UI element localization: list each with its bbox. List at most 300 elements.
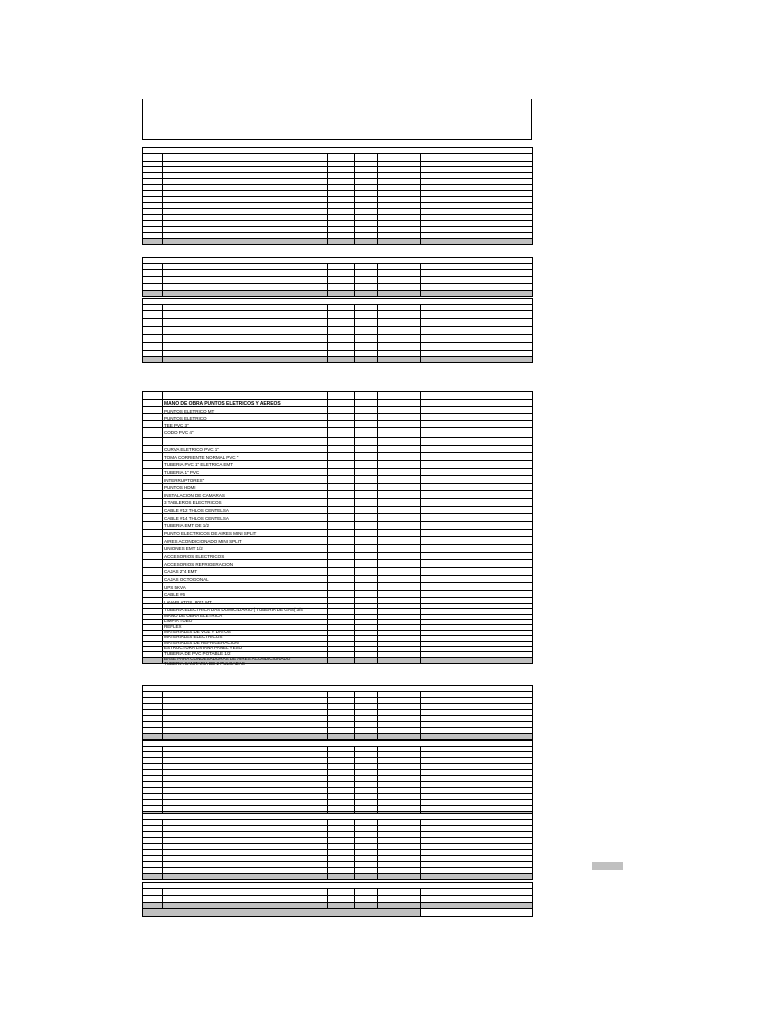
price-cell bbox=[378, 392, 421, 399]
price-cell bbox=[378, 197, 421, 202]
budget-table-2 bbox=[142, 257, 533, 297]
description-cell bbox=[163, 838, 328, 843]
price-cell bbox=[378, 576, 421, 583]
price-cell bbox=[378, 868, 421, 873]
price-cell bbox=[378, 357, 421, 362]
table-row bbox=[143, 583, 532, 598]
total-cell bbox=[421, 832, 532, 837]
item-cell bbox=[143, 209, 163, 214]
total-cell bbox=[421, 764, 532, 769]
total-cell bbox=[421, 221, 532, 226]
description-cell bbox=[163, 499, 328, 514]
unit-cell bbox=[328, 291, 355, 296]
description-cell bbox=[163, 319, 328, 326]
total-cell bbox=[421, 357, 532, 362]
price-cell bbox=[378, 507, 421, 514]
qty-cell bbox=[355, 264, 378, 269]
unit-cell bbox=[328, 476, 355, 483]
price-cell bbox=[378, 233, 421, 238]
unit-cell bbox=[328, 327, 355, 334]
item-cell bbox=[143, 407, 163, 413]
item-description: PUNTOS ELETRICO bbox=[164, 416, 207, 421]
header-cell bbox=[143, 814, 532, 819]
total-cell bbox=[421, 446, 532, 453]
price-cell bbox=[378, 747, 421, 751]
item-cell bbox=[143, 197, 163, 202]
unit-cell bbox=[328, 461, 355, 468]
item-cell bbox=[143, 896, 163, 902]
total-cell bbox=[421, 652, 532, 656]
total-cell bbox=[421, 631, 532, 635]
price-cell bbox=[378, 209, 421, 214]
qty-cell bbox=[355, 537, 378, 544]
price-cell bbox=[378, 850, 421, 855]
qty-cell bbox=[355, 728, 378, 733]
description-cell bbox=[163, 896, 328, 902]
unit-cell bbox=[328, 856, 355, 861]
qty-cell bbox=[355, 716, 378, 721]
item-cell bbox=[143, 154, 163, 161]
table-row bbox=[143, 421, 532, 435]
unit-cell bbox=[328, 319, 355, 326]
item-cell bbox=[143, 625, 163, 629]
unit-cell bbox=[328, 215, 355, 220]
item-cell bbox=[143, 203, 163, 208]
item-cell bbox=[143, 264, 163, 269]
unit-cell bbox=[328, 530, 355, 537]
description-cell bbox=[163, 476, 328, 491]
total-cell bbox=[421, 770, 532, 775]
gray-marker bbox=[592, 862, 623, 870]
qty-cell bbox=[355, 788, 378, 793]
total-cell bbox=[421, 658, 532, 663]
item-description: PUNTOS HDMI bbox=[164, 485, 196, 491]
description-cell bbox=[163, 545, 328, 559]
unit-cell bbox=[328, 692, 355, 697]
price-cell bbox=[378, 407, 421, 413]
item-cell bbox=[143, 291, 163, 296]
table-row bbox=[143, 327, 532, 335]
unit-cell bbox=[328, 642, 355, 646]
item-description: TUBERIA ELECTRICA DAS DOMICILIARIO ( TUBERIA DE GAS( 3/4" bbox=[164, 607, 305, 613]
description-cell bbox=[163, 233, 328, 238]
total-cell bbox=[421, 491, 532, 498]
item-cell bbox=[143, 658, 163, 663]
description-cell bbox=[163, 335, 328, 342]
item-description: AIRES ACONDICIONADO MINI SPLIT bbox=[164, 538, 242, 544]
total-cell bbox=[421, 806, 532, 811]
total-cell bbox=[421, 233, 532, 238]
unit-cell bbox=[328, 270, 355, 276]
price-cell bbox=[378, 270, 421, 276]
unit-cell bbox=[328, 844, 355, 849]
unit-cell bbox=[328, 239, 355, 244]
price-cell bbox=[378, 647, 421, 651]
item-cell bbox=[143, 856, 163, 861]
price-cell bbox=[378, 351, 421, 356]
item-cell bbox=[143, 239, 163, 244]
item-cell bbox=[143, 514, 163, 521]
total-row bbox=[143, 874, 532, 879]
item-description: 3 TABLEROS ELECTRICOS bbox=[164, 500, 222, 506]
qty-cell bbox=[355, 591, 378, 598]
qty-cell bbox=[355, 710, 378, 715]
total-cell bbox=[421, 428, 532, 437]
unit-cell bbox=[328, 770, 355, 775]
item-cell bbox=[143, 647, 163, 651]
budget-table-1 bbox=[142, 147, 533, 245]
price-cell bbox=[378, 461, 421, 468]
unit-cell bbox=[328, 636, 355, 640]
price-cell bbox=[378, 844, 421, 849]
qty-cell bbox=[355, 820, 378, 825]
total-cell bbox=[421, 476, 532, 483]
item-cell bbox=[143, 642, 163, 646]
price-cell bbox=[378, 191, 421, 196]
item-cell bbox=[143, 609, 163, 613]
unit-cell bbox=[328, 203, 355, 208]
unit-cell bbox=[328, 446, 355, 453]
total-cell bbox=[421, 327, 532, 334]
item-cell bbox=[143, 319, 163, 326]
item-description: CURVA ELETRICO PVC 1" bbox=[164, 447, 219, 452]
qty-cell bbox=[355, 335, 378, 342]
unit-cell bbox=[328, 832, 355, 837]
description-cell bbox=[163, 154, 328, 161]
qty-cell bbox=[355, 438, 378, 445]
price-cell bbox=[378, 642, 421, 646]
total-row bbox=[143, 655, 532, 663]
description-cell bbox=[163, 758, 328, 763]
unit-cell bbox=[328, 392, 355, 399]
price-cell bbox=[378, 400, 421, 406]
item-cell bbox=[143, 185, 163, 190]
qty-cell bbox=[355, 806, 378, 811]
total-cell bbox=[421, 499, 532, 506]
table-row bbox=[143, 154, 532, 162]
item-cell bbox=[143, 710, 163, 715]
qty-cell bbox=[355, 421, 378, 427]
item-cell bbox=[143, 277, 163, 283]
item-cell bbox=[143, 335, 163, 342]
item-cell bbox=[143, 221, 163, 226]
section-title: MANO DE OBRA PUNTOS ELETRICOS Y AEREOS bbox=[164, 401, 281, 407]
unit-cell bbox=[328, 167, 355, 172]
description-cell bbox=[163, 357, 328, 362]
qty-cell bbox=[355, 642, 378, 646]
description-cell bbox=[163, 191, 328, 196]
qty-cell bbox=[355, 530, 378, 537]
unit-cell bbox=[328, 820, 355, 825]
total-cell bbox=[421, 305, 532, 310]
item-description: BASE PARA CONDESADORAS DE AIRES ACONDICIONADO bbox=[164, 655, 291, 661]
table-row bbox=[143, 438, 532, 452]
qty-cell bbox=[355, 227, 378, 232]
total-cell bbox=[421, 636, 532, 640]
qty-cell bbox=[355, 305, 378, 310]
description-cell bbox=[163, 428, 328, 437]
item-cell bbox=[143, 620, 163, 624]
item-cell bbox=[143, 598, 163, 602]
price-cell bbox=[378, 421, 421, 427]
table-row bbox=[143, 392, 532, 407]
grand-total-value-cell bbox=[421, 909, 532, 916]
table-row bbox=[143, 400, 532, 414]
unit-cell bbox=[328, 209, 355, 214]
table-row bbox=[143, 446, 532, 460]
item-description: CABLE #12 THLOS CENTELSA bbox=[164, 508, 229, 514]
total-cell bbox=[421, 850, 532, 855]
price-cell bbox=[378, 820, 421, 825]
price-cell bbox=[378, 327, 421, 334]
total-cell bbox=[421, 604, 532, 608]
qty-cell bbox=[355, 758, 378, 763]
total-cell bbox=[421, 514, 532, 521]
price-cell bbox=[378, 530, 421, 537]
total-cell bbox=[421, 484, 532, 491]
unit-cell bbox=[328, 507, 355, 514]
price-cell bbox=[378, 722, 421, 727]
price-cell bbox=[378, 438, 421, 445]
total-cell bbox=[421, 179, 532, 184]
item-cell bbox=[143, 889, 163, 895]
total-cell bbox=[421, 896, 532, 902]
description-cell bbox=[163, 227, 328, 232]
description-cell bbox=[163, 291, 328, 296]
unit-cell bbox=[328, 311, 355, 318]
total-cell bbox=[421, 421, 532, 427]
unit-cell bbox=[328, 438, 355, 445]
description-cell bbox=[163, 862, 328, 867]
qty-cell bbox=[355, 400, 378, 406]
unit-cell bbox=[328, 704, 355, 709]
item-cell bbox=[143, 747, 163, 751]
unit-cell bbox=[328, 862, 355, 867]
qty-cell bbox=[355, 514, 378, 521]
item-cell bbox=[143, 692, 163, 697]
unit-cell bbox=[328, 788, 355, 793]
qty-cell bbox=[355, 203, 378, 208]
budget-table-6 bbox=[142, 740, 533, 818]
total-cell bbox=[421, 734, 532, 739]
qty-cell bbox=[355, 764, 378, 769]
total-cell bbox=[421, 776, 532, 781]
unit-cell bbox=[328, 154, 355, 161]
unit-cell bbox=[328, 800, 355, 805]
qty-cell bbox=[355, 484, 378, 491]
item-cell bbox=[143, 233, 163, 238]
item-cell bbox=[143, 591, 163, 598]
description-cell bbox=[163, 185, 328, 190]
price-cell bbox=[378, 896, 421, 902]
table-row bbox=[143, 514, 532, 529]
qty-cell bbox=[355, 453, 378, 460]
unit-cell bbox=[328, 868, 355, 873]
unit-cell bbox=[328, 794, 355, 799]
total-cell bbox=[421, 414, 532, 420]
item-cell bbox=[143, 179, 163, 184]
budget-table-5 bbox=[142, 685, 533, 740]
total-cell bbox=[421, 710, 532, 715]
qty-cell bbox=[355, 469, 378, 476]
description-cell bbox=[163, 794, 328, 799]
total-cell bbox=[421, 185, 532, 190]
description-cell bbox=[163, 770, 328, 775]
qty-cell bbox=[355, 615, 378, 619]
price-cell bbox=[378, 782, 421, 787]
price-cell bbox=[378, 154, 421, 161]
unit-cell bbox=[328, 537, 355, 544]
price-cell bbox=[378, 553, 421, 560]
table-row bbox=[143, 576, 532, 590]
qty-cell bbox=[355, 625, 378, 629]
qty-cell bbox=[355, 568, 378, 575]
item-cell bbox=[143, 868, 163, 873]
qty-cell bbox=[355, 620, 378, 624]
qty-cell bbox=[355, 598, 378, 602]
unit-cell bbox=[328, 453, 355, 460]
item-cell bbox=[143, 788, 163, 793]
total-cell bbox=[421, 343, 532, 350]
qty-cell bbox=[355, 856, 378, 861]
qty-cell bbox=[355, 197, 378, 202]
item-cell bbox=[143, 484, 163, 491]
table-row bbox=[143, 319, 532, 327]
total-cell bbox=[421, 692, 532, 697]
qty-cell bbox=[355, 191, 378, 196]
description-cell bbox=[163, 576, 328, 590]
total-cell bbox=[421, 874, 532, 879]
total-cell bbox=[421, 162, 532, 166]
unit-cell bbox=[328, 514, 355, 521]
item-cell bbox=[143, 560, 163, 567]
qty-cell bbox=[355, 722, 378, 727]
qty-cell bbox=[355, 428, 378, 437]
item-cell bbox=[143, 537, 163, 544]
price-cell bbox=[378, 476, 421, 483]
description-cell bbox=[163, 826, 328, 831]
total-cell bbox=[421, 270, 532, 276]
table-row bbox=[143, 560, 532, 575]
total-cell bbox=[421, 625, 532, 629]
total-cell bbox=[421, 284, 532, 290]
item-description: CABLE #14 THLOS CENTELSA bbox=[164, 515, 229, 521]
table-row bbox=[143, 414, 532, 428]
price-cell bbox=[378, 734, 421, 739]
description-cell bbox=[163, 239, 328, 244]
header-cell bbox=[143, 258, 532, 263]
total-cell bbox=[421, 752, 532, 757]
description-cell bbox=[163, 728, 328, 733]
price-cell bbox=[378, 788, 421, 793]
item-cell bbox=[143, 446, 163, 453]
table-row bbox=[143, 311, 532, 319]
qty-cell bbox=[355, 461, 378, 468]
item-cell bbox=[143, 270, 163, 276]
price-cell bbox=[378, 545, 421, 552]
budget-table-7 bbox=[142, 813, 533, 880]
unit-cell bbox=[328, 185, 355, 190]
price-cell bbox=[378, 652, 421, 656]
total-cell bbox=[421, 788, 532, 793]
item-description: ACCESORIOS REFRIGERACION bbox=[164, 561, 233, 567]
qty-cell bbox=[355, 239, 378, 244]
unit-cell bbox=[328, 728, 355, 733]
qty-cell bbox=[355, 392, 378, 399]
unit-cell bbox=[328, 838, 355, 843]
unit-cell bbox=[328, 162, 355, 166]
item-cell bbox=[143, 476, 163, 483]
unit-cell bbox=[328, 806, 355, 811]
unit-cell bbox=[328, 499, 355, 506]
table-row bbox=[143, 889, 532, 896]
table-row bbox=[143, 568, 532, 582]
qty-cell bbox=[355, 499, 378, 506]
unit-cell bbox=[328, 414, 355, 420]
qty-cell bbox=[355, 319, 378, 326]
total-cell bbox=[421, 642, 532, 646]
price-cell bbox=[378, 522, 421, 529]
unit-cell bbox=[328, 553, 355, 560]
unit-cell bbox=[328, 568, 355, 575]
qty-cell bbox=[355, 776, 378, 781]
total-cell bbox=[421, 438, 532, 445]
qty-cell bbox=[355, 868, 378, 873]
unit-cell bbox=[328, 484, 355, 491]
total-cell bbox=[421, 291, 532, 296]
unit-cell bbox=[328, 752, 355, 757]
qty-cell bbox=[355, 185, 378, 190]
unit-cell bbox=[328, 625, 355, 629]
unit-cell bbox=[328, 850, 355, 855]
unit-cell bbox=[328, 173, 355, 178]
table-row bbox=[143, 407, 532, 421]
item-cell bbox=[143, 191, 163, 196]
table-row bbox=[143, 270, 532, 277]
price-cell bbox=[378, 560, 421, 567]
description-cell bbox=[163, 560, 328, 575]
price-cell bbox=[378, 491, 421, 498]
unit-cell bbox=[328, 522, 355, 529]
total-row bbox=[143, 291, 532, 296]
item-cell bbox=[143, 351, 163, 356]
description-cell bbox=[163, 414, 328, 428]
item-cell bbox=[143, 604, 163, 608]
qty-cell bbox=[355, 889, 378, 895]
description-cell bbox=[163, 305, 328, 310]
unit-cell bbox=[328, 264, 355, 269]
qty-cell bbox=[355, 896, 378, 902]
unit-cell bbox=[328, 776, 355, 781]
description-cell bbox=[163, 453, 328, 468]
unit-cell bbox=[328, 764, 355, 769]
description-cell bbox=[163, 203, 328, 208]
unit-cell bbox=[328, 545, 355, 552]
item-cell bbox=[143, 764, 163, 769]
price-cell bbox=[378, 704, 421, 709]
unit-cell bbox=[328, 716, 355, 721]
total-cell bbox=[421, 453, 532, 460]
item-cell bbox=[143, 215, 163, 220]
unit-cell bbox=[328, 698, 355, 703]
unit-cell bbox=[328, 197, 355, 202]
item-cell bbox=[143, 311, 163, 318]
description-cell bbox=[163, 221, 328, 226]
qty-cell bbox=[355, 631, 378, 635]
qty-cell bbox=[355, 270, 378, 276]
item-cell bbox=[143, 499, 163, 506]
qty-cell bbox=[355, 209, 378, 214]
